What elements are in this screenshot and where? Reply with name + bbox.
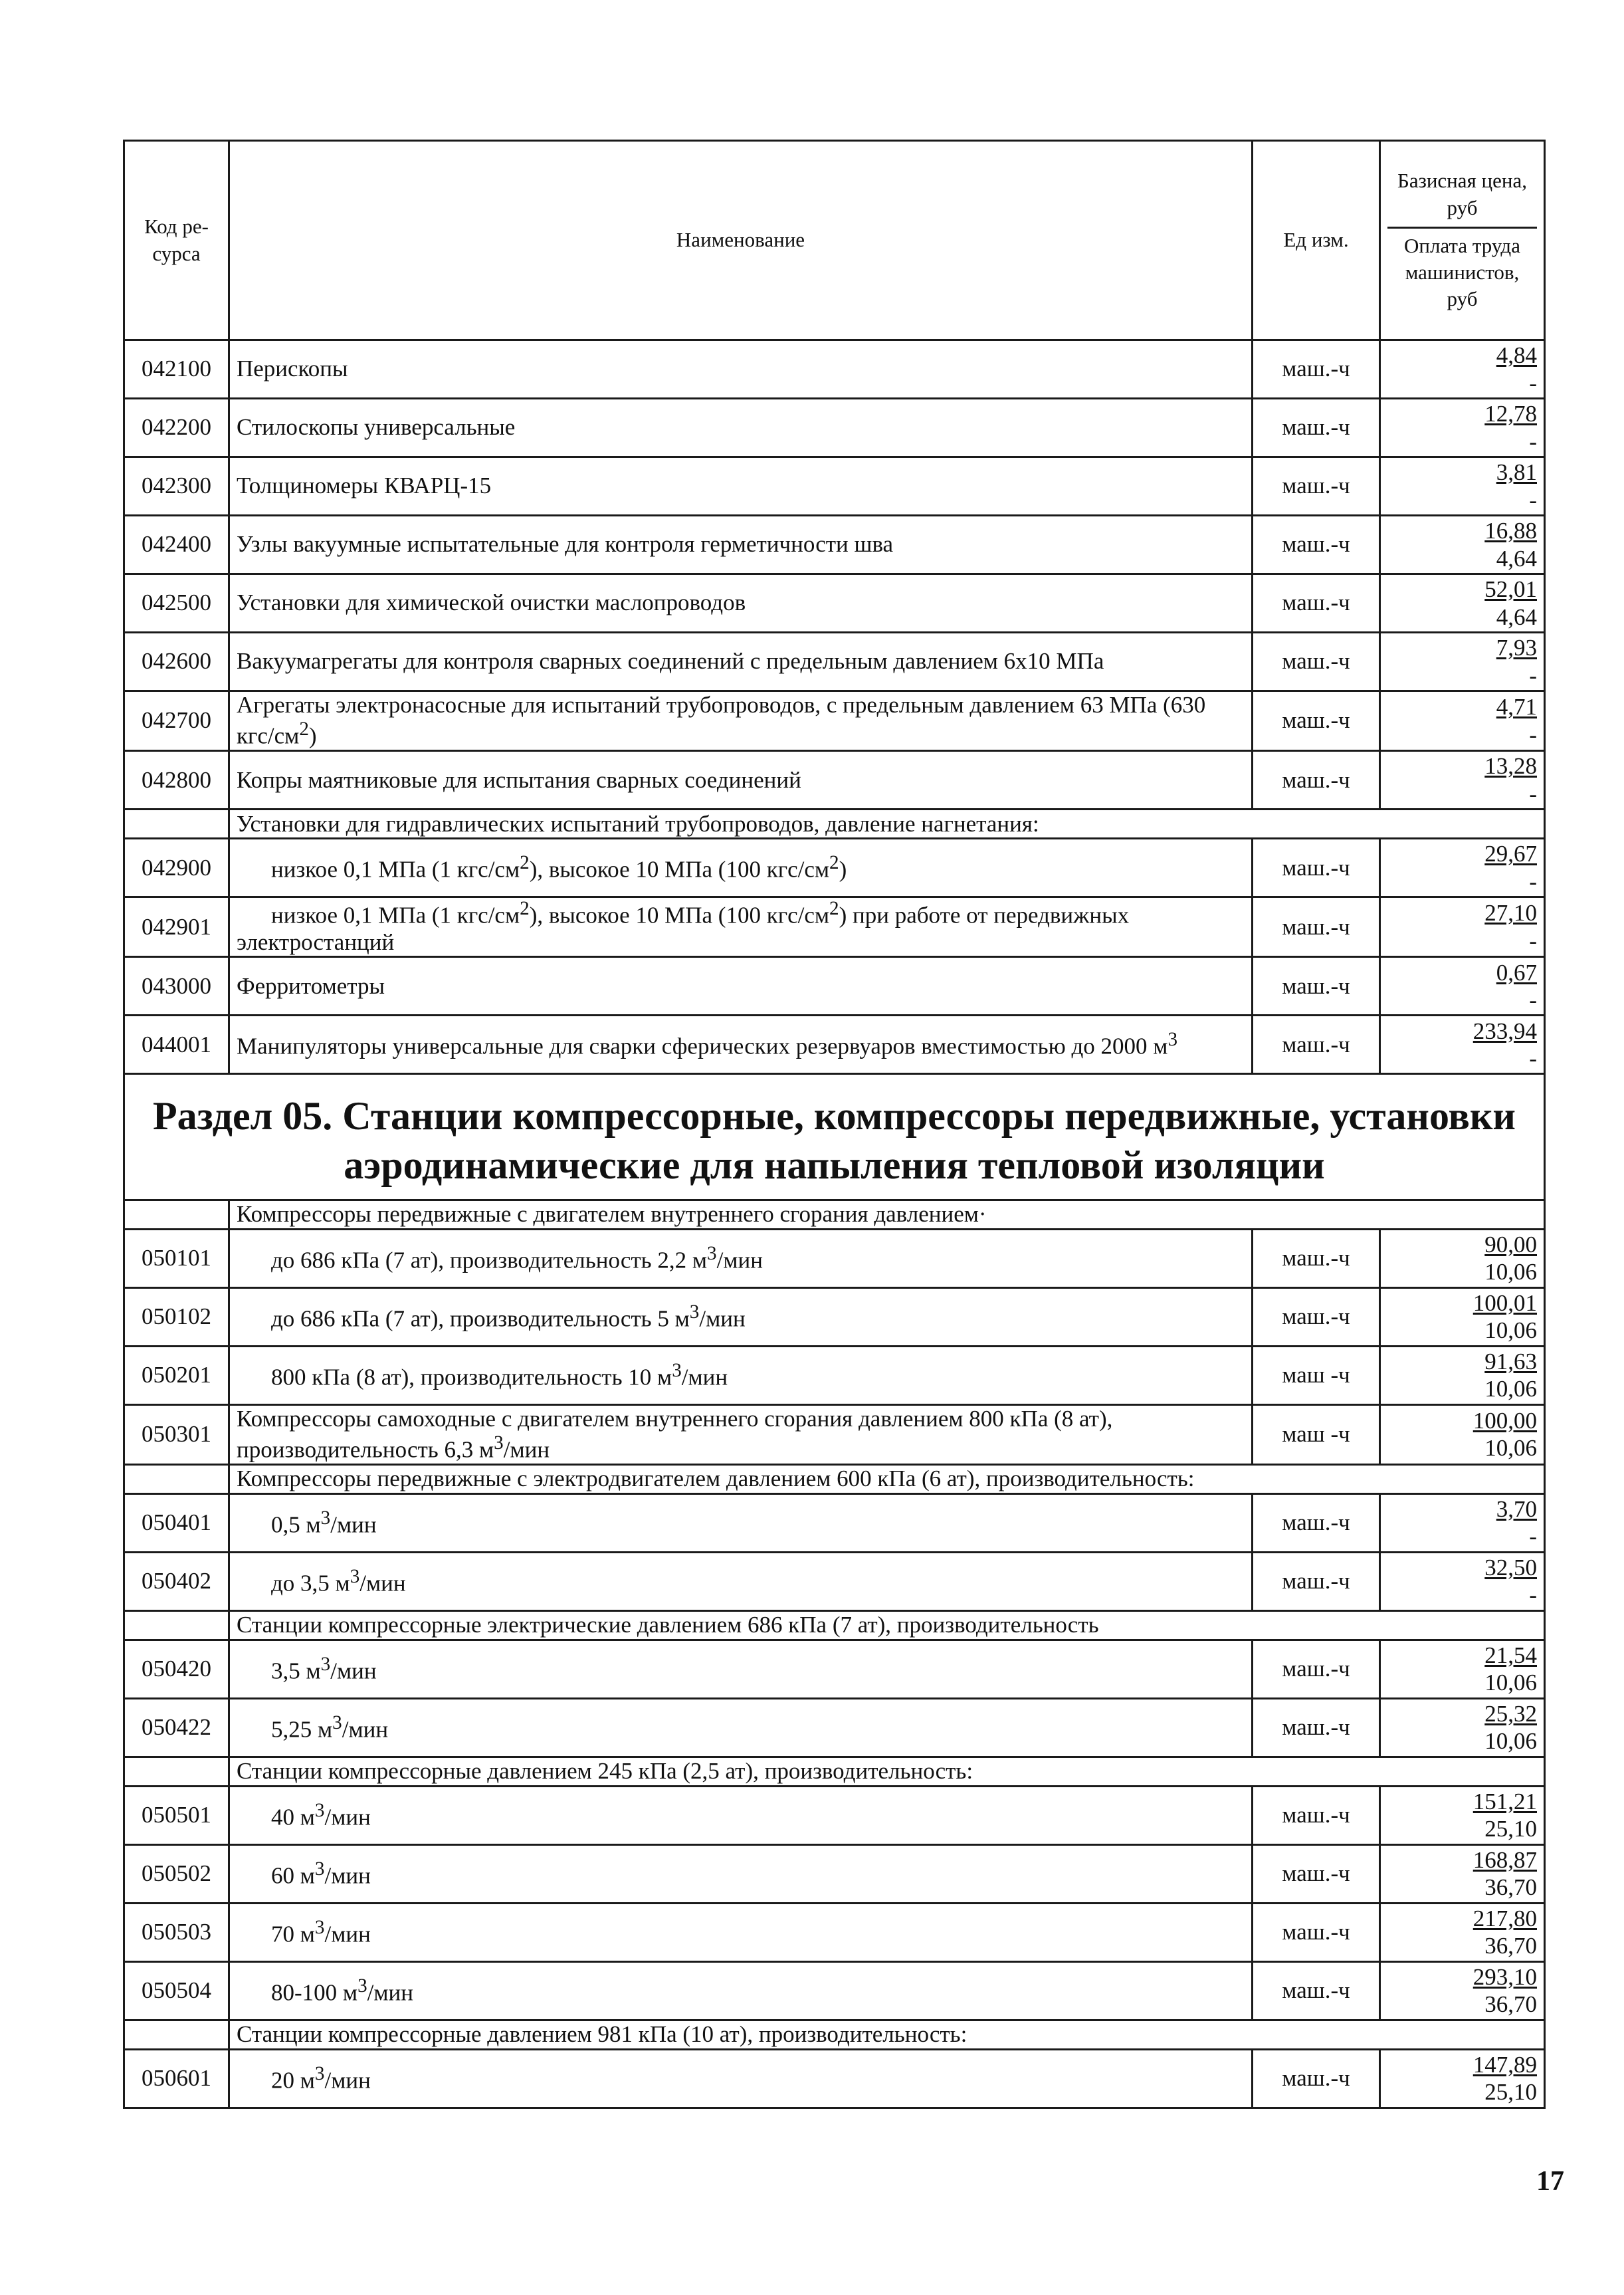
row-unit: маш -ч (1253, 1346, 1380, 1404)
group-header-row (124, 1610, 1545, 1640)
operator-wage: 4,64 (1496, 545, 1537, 572)
row-price (1380, 1493, 1545, 1552)
row-price (1380, 516, 1545, 574)
row-code: 050502 (124, 1844, 229, 1903)
base-price: 27,10 (1484, 900, 1537, 927)
blank-code-cell (124, 1610, 229, 1640)
operator-wage: 36,70 (1484, 1874, 1537, 1901)
section-title (124, 1074, 1545, 1200)
group-header-row (124, 2020, 1545, 2049)
row-name: Установки для химической очистки маслопроводов (229, 574, 1253, 633)
row-unit: маш.-ч (1253, 574, 1380, 633)
operator-wage: - (1529, 986, 1537, 1013)
row-price (1380, 1903, 1545, 1961)
page-number: 17 (1536, 2166, 1564, 2197)
row-price (1380, 957, 1545, 1016)
row-unit: маш.-ч (1253, 1229, 1380, 1287)
table-row (124, 839, 1545, 897)
row-price (1380, 399, 1545, 457)
operator-wage: - (1529, 370, 1537, 396)
blank-code-cell (124, 1757, 229, 1786)
table-row (124, 2049, 1545, 2108)
table-row (124, 1640, 1545, 1698)
row-price (1380, 2049, 1545, 2108)
group-title: Установки для гидравлических испытаний трубопроводов, давление нагнетания: (229, 810, 1545, 839)
base-price: 233,94 (1472, 1018, 1537, 1044)
header-unit: Ед изм. (1253, 141, 1380, 340)
base-price: 90,00 (1484, 1231, 1537, 1257)
group-header-row (124, 1200, 1545, 1229)
base-price: 4,84 (1496, 342, 1537, 369)
row-name: низкое 0,1 МПа (1 кгс/$см^2$), высокое 10 МПа (100 кгс/$см^2$) (229, 839, 1253, 897)
row-code: 050422 (124, 1698, 229, 1757)
base-price: 12,78 (1484, 401, 1537, 427)
row-code: 044001 (124, 1016, 229, 1074)
row-name: до 686 кПа (7 ат), производительность 2,2 $м^3$/мин (229, 1229, 1253, 1287)
row-unit: маш.-ч (1253, 751, 1380, 810)
operator-wage: 10,06 (1484, 1259, 1537, 1285)
row-name: 5,25 $м^3$/мин (229, 1698, 1253, 1757)
operator-wage: 10,06 (1484, 1317, 1537, 1344)
base-price: 13,28 (1484, 753, 1537, 780)
operator-wage: 4,64 (1496, 603, 1537, 630)
table-row (124, 957, 1545, 1016)
row-price (1380, 1786, 1545, 1844)
row-unit: маш.-ч (1253, 516, 1380, 574)
row-unit: маш.-ч (1253, 957, 1380, 1016)
row-code: 042300 (124, 457, 229, 516)
base-price: 217,80 (1472, 1906, 1537, 1932)
operator-wage: - (1529, 1523, 1537, 1550)
row-price (1380, 1640, 1545, 1698)
row-unit: маш.-ч (1253, 691, 1380, 751)
header-price-top: Базисная цена, руб (1397, 169, 1527, 219)
table-row (124, 340, 1545, 399)
table-row (124, 897, 1545, 957)
table-row (124, 516, 1545, 574)
row-unit: маш.-ч (1253, 1698, 1380, 1757)
base-price: 91,63 (1484, 1348, 1537, 1374)
row-unit: маш.-ч (1253, 1786, 1380, 1844)
operator-wage: 25,10 (1484, 1816, 1537, 1842)
row-name: 3,5 $м^3$/мин (229, 1640, 1253, 1698)
row-name: Ферритометры (229, 957, 1253, 1016)
row-code: 050101 (124, 1229, 229, 1287)
resource-price-table (123, 140, 1546, 2109)
row-price (1380, 574, 1545, 633)
table-row (124, 1016, 1545, 1074)
row-name: 80-100 $м^3$/мин (229, 1961, 1253, 2020)
operator-wage: 10,06 (1484, 1728, 1537, 1755)
row-name: Перископы (229, 340, 1253, 399)
blank-code-cell (124, 2020, 229, 2049)
row-name: 20 $м^3$/мин (229, 2049, 1253, 2108)
table-row (124, 751, 1545, 810)
row-code: 042600 (124, 633, 229, 691)
row-code: 050201 (124, 1346, 229, 1404)
row-name: до 3,5 $м^3$/мин (229, 1552, 1253, 1610)
base-price: 25,32 (1484, 1701, 1537, 1727)
row-name: 60 $м^3$/мин (229, 1844, 1253, 1903)
header-price-bottom: Оплата труда машинистов, руб (1404, 233, 1520, 311)
group-header-row (124, 810, 1545, 839)
section-title-line-1: Раздел 05. Станции компрессорные, компрессоры передвижные, установки (152, 1094, 1516, 1139)
row-name: Агрегаты электронасосные для испытаний трубопроводов, с предельным давлением 63 МПа (630 кгс/$см^2$) (229, 691, 1253, 751)
operator-wage: 25,10 (1484, 2079, 1537, 2106)
section-title-line-2: аэродинамические для напыления тепловой изоляции (344, 1143, 1325, 1187)
base-price: 7,93 (1496, 635, 1537, 661)
row-unit: маш.-ч (1253, 1903, 1380, 1961)
row-unit: маш.-ч (1253, 457, 1380, 516)
table-row (124, 1404, 1545, 1464)
table-row (124, 1961, 1545, 2020)
operator-wage: 10,06 (1484, 1376, 1537, 1402)
row-price (1380, 457, 1545, 516)
base-price: 168,87 (1472, 1847, 1537, 1874)
operator-wage: - (1529, 927, 1537, 954)
row-price (1380, 1844, 1545, 1903)
row-name: 0,5 $м^3$/мин (229, 1493, 1253, 1552)
operator-wage: 10,06 (1484, 1435, 1537, 1462)
row-price (1380, 633, 1545, 691)
row-price (1380, 340, 1545, 399)
row-name: 40 $м^3$/мин (229, 1786, 1253, 1844)
row-code: 050401 (124, 1493, 229, 1552)
group-title: Компрессоры передвижные с двигателем внутреннего сгорания давлением· (229, 1200, 1545, 1229)
row-unit: маш.-ч (1253, 633, 1380, 691)
row-unit: маш.-ч (1253, 1287, 1380, 1346)
row-unit: маш.-ч (1253, 1844, 1380, 1903)
row-price (1380, 1961, 1545, 2020)
row-unit: маш.-ч (1253, 399, 1380, 457)
row-code: 042700 (124, 691, 229, 751)
base-price: 100,01 (1472, 1289, 1537, 1316)
row-name: Копры маятниковые для испытания сварных соединений (229, 751, 1253, 810)
row-code: 042900 (124, 839, 229, 897)
header-code: Код ре-сурса (124, 141, 229, 340)
row-code: 042800 (124, 751, 229, 810)
operator-wage: 10,06 (1484, 1670, 1537, 1696)
table-header-row (124, 141, 1545, 340)
row-code: 042400 (124, 516, 229, 574)
row-price (1380, 1698, 1545, 1757)
table-row (124, 1786, 1545, 1844)
row-code: 042200 (124, 399, 229, 457)
operator-wage: - (1529, 1582, 1537, 1608)
operator-wage: 36,70 (1484, 1991, 1537, 2018)
row-unit: маш.-ч (1253, 1016, 1380, 1074)
operator-wage: 36,70 (1484, 1933, 1537, 1959)
row-code: 043000 (124, 957, 229, 1016)
group-title: Станции компрессорные давлением 245 кПа (2,5 ат), производительность: (229, 1757, 1545, 1786)
base-price: 21,54 (1484, 1642, 1537, 1669)
blank-code-cell (124, 1464, 229, 1493)
header-name: Наименование (229, 141, 1253, 340)
row-price (1380, 1404, 1545, 1464)
table-row (124, 633, 1545, 691)
operator-wage: - (1529, 721, 1537, 748)
table-row (124, 1346, 1545, 1404)
row-code: 042100 (124, 340, 229, 399)
table-row (124, 574, 1545, 633)
row-unit: маш.-ч (1253, 1493, 1380, 1552)
group-title: Станции компрессорные давлением 981 кПа (10 ат), производительность: (229, 2020, 1545, 2049)
base-price: 4,71 (1496, 694, 1537, 720)
row-code: 050503 (124, 1903, 229, 1961)
row-unit: маш -ч (1253, 1404, 1380, 1464)
group-header-row (124, 1757, 1545, 1786)
operator-wage: - (1529, 780, 1537, 807)
row-code: 050501 (124, 1786, 229, 1844)
row-unit: маш.-ч (1253, 2049, 1380, 2108)
blank-code-cell (124, 1200, 229, 1229)
row-code: 050420 (124, 1640, 229, 1698)
table-row (124, 1552, 1545, 1610)
base-price: 147,89 (1472, 2052, 1537, 2078)
group-header-row (124, 1464, 1545, 1493)
operator-wage: - (1529, 428, 1537, 455)
row-code: 050504 (124, 1961, 229, 2020)
row-name: низкое 0,1 МПа (1 кгс/$см^2$), высокое 10 МПа (100 кгс/$см^2$) при работе от передвижных электростанций (229, 897, 1253, 957)
table-row (124, 1698, 1545, 1757)
base-price: 100,00 (1472, 1407, 1537, 1434)
table-row (124, 1287, 1545, 1346)
row-unit: маш.-ч (1253, 1961, 1380, 2020)
table-row (124, 1229, 1545, 1287)
row-name: Толщиномеры КВАРЦ-15 (229, 457, 1253, 516)
row-price (1380, 1287, 1545, 1346)
table-row (124, 691, 1545, 751)
operator-wage: - (1529, 662, 1537, 689)
group-title: Станции компрессорные электрические давлением 686 кПа (7 ат), производительность (229, 1610, 1545, 1640)
base-price: 151,21 (1472, 1789, 1537, 1815)
base-price: 0,67 (1496, 959, 1537, 986)
operator-wage: - (1529, 1045, 1537, 1071)
row-price (1380, 839, 1545, 897)
row-price (1380, 1016, 1545, 1074)
row-name: Вакуумагрегаты для контроля сварных соединений с предельным давлением 6x10 МПа (229, 633, 1253, 691)
row-code: 042901 (124, 897, 229, 957)
base-price: 16,88 (1484, 518, 1537, 544)
row-price (1380, 1229, 1545, 1287)
operator-wage: - (1529, 868, 1537, 895)
row-name: Манипуляторы универсальные для сварки сферических резервуаров вместимостью до 2000 $м^3$ (229, 1016, 1253, 1074)
base-price: 32,50 (1484, 1555, 1537, 1581)
group-title: Компрессоры передвижные с электродвигателем давлением 600 кПа (6 ат), производительность: (229, 1464, 1545, 1493)
header-price (1380, 141, 1545, 340)
row-price (1380, 1346, 1545, 1404)
base-price: 293,10 (1472, 1964, 1537, 1991)
row-price (1380, 1552, 1545, 1610)
row-name: до 686 кПа (7 ат), производительность 5 $м^3$/мин (229, 1287, 1253, 1346)
operator-wage: - (1529, 487, 1537, 513)
row-price (1380, 897, 1545, 957)
row-code: 050601 (124, 2049, 229, 2108)
row-code: 050102 (124, 1287, 229, 1346)
row-unit: маш.-ч (1253, 897, 1380, 957)
table-row (124, 457, 1545, 516)
row-unit: маш.-ч (1253, 340, 1380, 399)
table-row (124, 1493, 1545, 1552)
row-code: 050402 (124, 1552, 229, 1610)
row-unit: маш.-ч (1253, 839, 1380, 897)
row-unit: маш.-ч (1253, 1640, 1380, 1698)
row-code: 042500 (124, 574, 229, 633)
row-code: 050301 (124, 1404, 229, 1464)
base-price: 3,70 (1496, 1496, 1537, 1523)
base-price: 29,67 (1484, 841, 1537, 867)
row-name: Узлы вакуумные испытательные для контроля герметичности шва (229, 516, 1253, 574)
row-name: Компрессоры самоходные с двигателем внутреннего сгорания давлением 800 кПа (8 ат), производительность 6,3 $м^3$/мин (229, 1404, 1253, 1464)
row-unit: маш.-ч (1253, 1552, 1380, 1610)
row-price (1380, 691, 1545, 751)
base-price: 52,01 (1484, 576, 1537, 603)
table-row (124, 1903, 1545, 1961)
table-row (124, 399, 1545, 457)
section-heading-row (124, 1074, 1545, 1200)
row-name: 70 $м^3$/мин (229, 1903, 1253, 1961)
table-row (124, 1844, 1545, 1903)
row-name: 800 кПа (8 ат), производительность 10 $м^3$/мин (229, 1346, 1253, 1404)
row-price (1380, 751, 1545, 810)
row-name: Стилоскопы универсальные (229, 399, 1253, 457)
base-price: 3,81 (1496, 459, 1537, 486)
blank-code-cell (124, 810, 229, 839)
